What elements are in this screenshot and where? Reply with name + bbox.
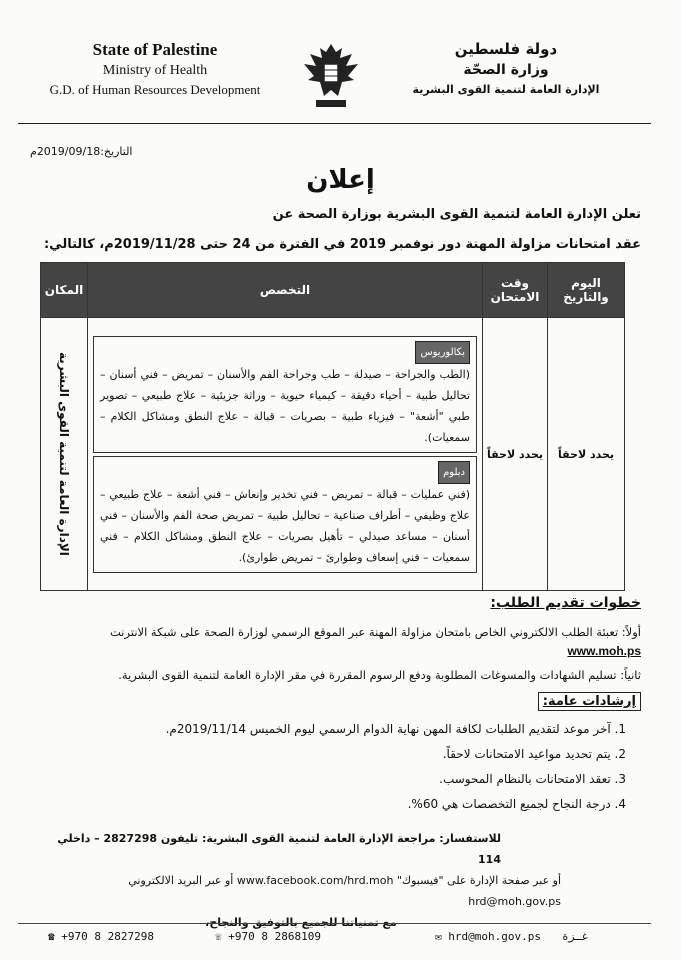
state-name-ar: دولة فلسطين <box>454 40 558 58</box>
footer-email-address[interactable]: hrd@moh.gov.ps <box>448 930 541 943</box>
mail-icon: ✉ <box>435 930 442 943</box>
announcement-intro <box>41 200 641 260</box>
contact-line-online: أو عبر صفحة الإدارة على "فيسبوك" www.facebook.com/hrd.moh أو عبر البريد الالكتروني hrd@moh.gov.ps <box>128 874 561 908</box>
diploma-tag: دبلوم <box>438 461 470 484</box>
list-item: 3. تعقد الامتحانات بالنظام المحوسب. <box>439 772 626 786</box>
state-name-en: State of Palestine <box>92 40 218 59</box>
footer-city: غـزة <box>562 930 589 943</box>
header-day-date: اليوم والتاريخ <box>548 263 625 318</box>
step-two: ثانياً: تسليم الشهادات والمسوغات المطلوبة ودفع الرسوم المقررة في مقر الإدارة العامة لتنمية القوى البشرية. <box>118 668 641 682</box>
cell-day-value: يحدد لاحقاً <box>548 318 625 591</box>
cell-time-value: يحدد لاحقاً <box>483 318 548 591</box>
department-name-ar: الإدارة العامة لتنمية القوى البشرية <box>412 83 600 96</box>
palestine-eagle-emblem-icon <box>300 40 362 112</box>
footer-phone <box>48 930 154 943</box>
header-exam-time: وقت الامتحان <box>483 263 548 318</box>
department-name-en: G.D. of Human Resources Development <box>49 82 261 97</box>
bachelor-specializations: (الطب والجراحة – صيدلة – طب وجراحة الفم والأسنان – تمريض – فني أسنان – تحاليل طبية – أحياء دقيقة – كيمياء حيوية – وراثة جزيئية – علاج طبيعي – تصوير طبي "أشعة" – فيزياء طبية – بصريات – قبالة – علاج النطق ومشاكل الكلام – سمعيات). <box>100 367 470 444</box>
footer-fax <box>215 930 321 943</box>
fax-icon: ☏ <box>215 930 222 943</box>
footer-fax-number: +970 8 2868109 <box>228 930 321 943</box>
bachelor-tag: بكالوريوس <box>415 341 470 364</box>
header-arabic <box>386 40 626 96</box>
ministry-name-en: Ministry of Health <box>102 63 208 78</box>
phone-icon: ☎ <box>48 930 55 943</box>
document-date: التاريخ:2019/09/18م <box>30 145 133 158</box>
guidance-heading: إرشادات عامة: <box>538 692 641 711</box>
intro-line-2: عقد امتحانات مزاولة المهنة دور نوفمبر 2019 في الفترة من 24 حتى 2019/11/28م، كالتالي: <box>43 237 641 252</box>
step-one: أولاً: تعبئة الطلب الالكتروني الخاص بامتحان مزاولة المهنة عبر الموقع الرسمي لوزارة الصحة على شبكة الانترنت <box>110 625 641 639</box>
list-item: 4. درجة النجاح لجميع التخصصات هي 60%. <box>407 797 626 811</box>
contact-closing: مع تمنياتنا للجميع بالتوفيق والنجاح، <box>205 916 397 929</box>
steps-heading: خطوات تقديم الطلب: <box>490 595 641 611</box>
table-row <box>41 318 625 591</box>
contact-line-phone: للاستفسار: مراجعة الإدارة العامة لتنمية القوى البشرية: تليفون 2827298 – داخلي 114 <box>57 832 501 866</box>
footer-email <box>435 930 541 943</box>
place-value: الإدارة العامة لتنمية القوى البشرية <box>57 352 71 556</box>
list-item: 1. آخر موعد لتقديم الطلبات لكافة المهن نهاية الدوام الرسمي ليوم الخميس 2019/11/14م. <box>165 722 626 736</box>
cell-specializations <box>88 318 483 591</box>
exam-schedule-table <box>40 262 625 591</box>
footer-phone-number: +970 8 2827298 <box>61 930 154 943</box>
header-english <box>30 40 280 98</box>
cell-place <box>41 318 88 591</box>
header-specialization: التخصص <box>88 263 483 318</box>
diploma-block <box>93 456 477 573</box>
intro-line-1: تعلن الإدارة العامة لتنمية القوى البشرية بوزارة الصحة عن <box>272 207 641 222</box>
list-item: 2. يتم تحديد مواعيد الامتحانات لاحقاً. <box>442 747 626 761</box>
announcement-title: إعلان <box>306 165 375 195</box>
guidance-list <box>86 722 626 822</box>
footer-divider <box>18 923 651 924</box>
header-divider <box>18 123 651 124</box>
contact-info <box>41 828 561 933</box>
ministry-name-ar: وزارة الصحّة <box>463 62 549 78</box>
moh-website-link[interactable]: www.moh.ps <box>567 644 641 658</box>
diploma-specializations: (فني عمليات – قبالة – تمريض – فني تخدير وإنعاش – فني أشعة – علاج طبيعي – علاج وظيفي – أطراف صناعية – تحاليل طبية – تمريض صحة الفم والأسنان – فني أسنان – مساعد صيدلي – تأهيل بصريات – علاج النطق ومشاكل الكلام – فني سمعيات – فني إسعاف وطوارئ – تمريض طوارئ). <box>100 487 470 564</box>
header-place: المكان <box>41 263 88 318</box>
table-header-row <box>41 263 625 318</box>
bachelor-block <box>93 336 477 453</box>
